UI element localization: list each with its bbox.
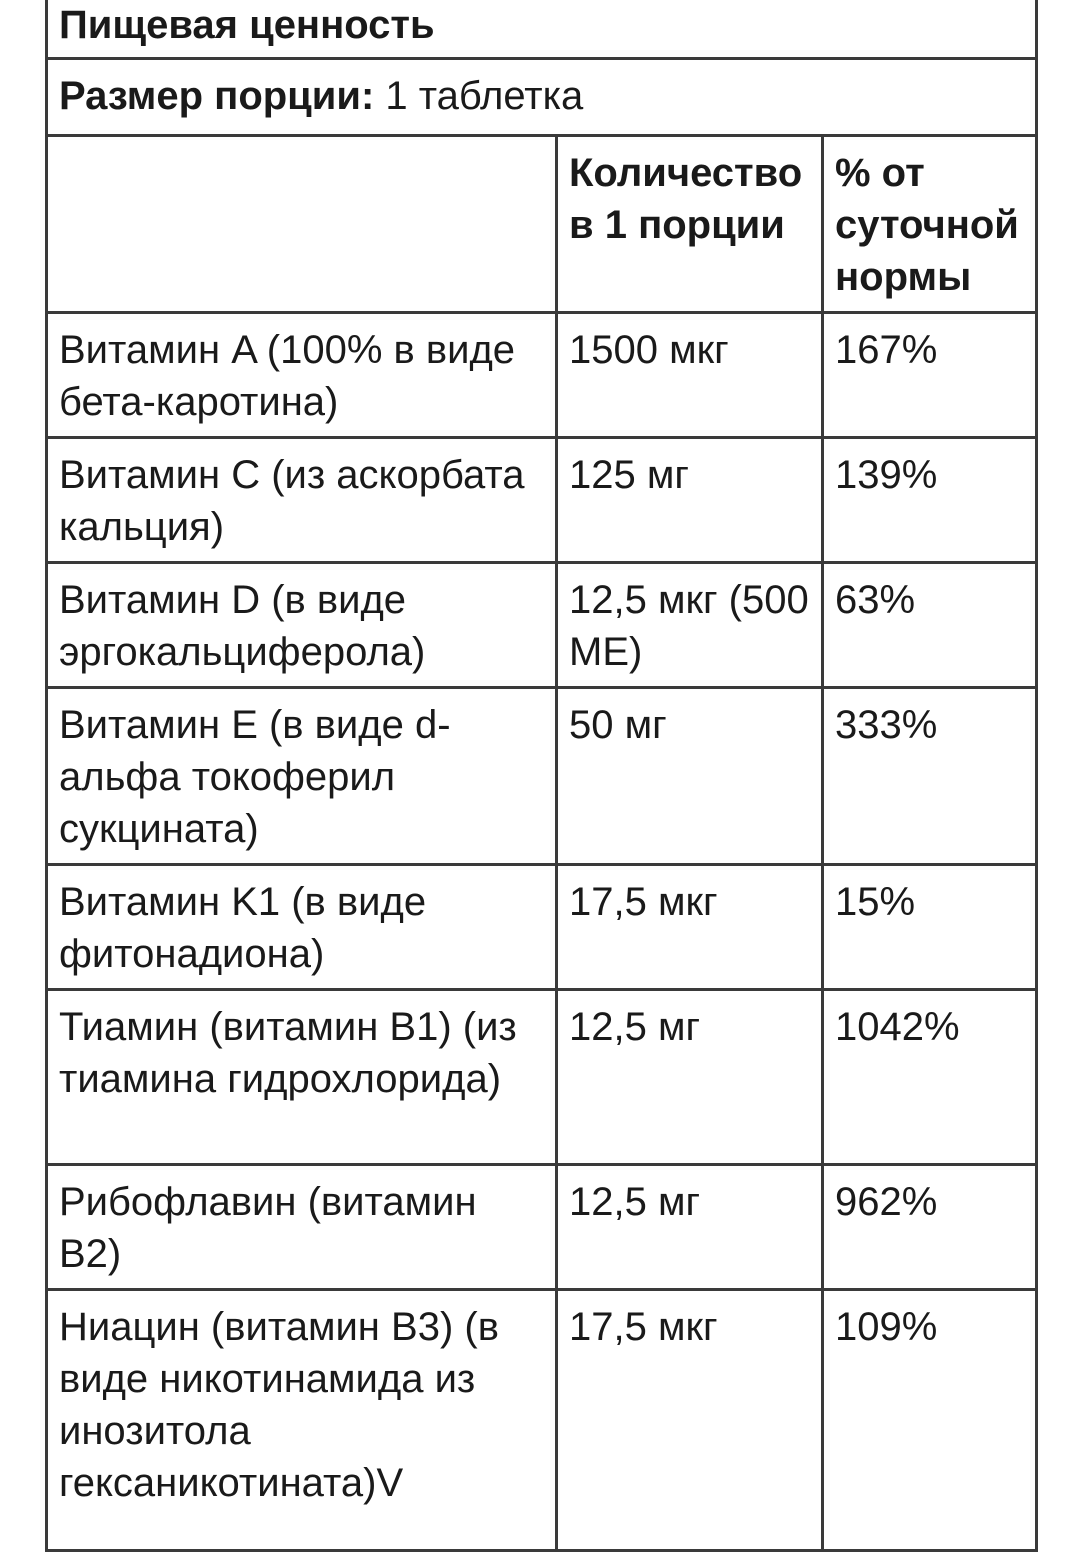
serving-size-cell [47,59,1037,136]
table-row [47,865,1037,990]
table-title: Пищевая ценность [47,0,1037,59]
column-header-amount: Количество в 1 порции [557,136,823,313]
title-row [47,0,1037,59]
table-row [47,313,1037,438]
serving-size-value: 1 таблетка [385,74,584,118]
nutrient-name: Ниацин (витамин B3) (в виде никотинамида из инозитола гексаникотината)V [47,1290,557,1551]
nutrient-daily-value: 962% [823,1165,1037,1290]
nutrient-amount: 125 мг [557,438,823,563]
nutrient-name: Витамин E (в виде d-альфа токоферил сукцината) [47,688,557,865]
nutrient-daily-value: 15% [823,865,1037,990]
nutrient-amount: 12,5 мг [557,990,823,1165]
nutrient-daily-value: 1042% [823,990,1037,1165]
nutrient-name: Витамин D (в виде эргокальциферола) [47,563,557,688]
nutrient-daily-value: 63% [823,563,1037,688]
nutrient-amount: 17,5 мкг [557,1290,823,1551]
nutrient-amount: 12,5 мг [557,1165,823,1290]
nutrient-amount: 1500 мкг [557,313,823,438]
nutrient-name: Витамин K1 (в виде фитонадиона) [47,865,557,990]
nutrient-daily-value: 139% [823,438,1037,563]
nutrient-amount: 12,5 мкг (500 МЕ) [557,563,823,688]
column-header-daily-value: % от суточной нормы [823,136,1037,313]
table-row [47,990,1037,1165]
nutrient-amount: 17,5 мкг [557,865,823,990]
table-row [47,438,1037,563]
table-row [47,1165,1037,1290]
nutrient-name: Витамин A (100% в виде бета-каротина) [47,313,557,438]
nutrition-facts-panel [45,0,1035,1552]
column-header-row [47,136,1037,313]
nutrient-daily-value: 109% [823,1290,1037,1551]
serving-size-label: Размер порции: [59,74,375,118]
nutrition-facts-table [45,0,1038,1552]
nutrient-daily-value: 167% [823,313,1037,438]
nutrient-name: Тиамин (витамин B1) (из тиамина гидрохлорида) [47,990,557,1165]
nutrient-daily-value: 333% [823,688,1037,865]
table-row [47,1290,1037,1551]
nutrient-amount: 50 мг [557,688,823,865]
column-header-nutrient [47,136,557,313]
table-row [47,688,1037,865]
nutrient-name: Витамин C (из аскорбата кальция) [47,438,557,563]
serving-size-row [47,59,1037,136]
table-row [47,563,1037,688]
nutrient-name: Рибофлавин (витамин B2) [47,1165,557,1290]
